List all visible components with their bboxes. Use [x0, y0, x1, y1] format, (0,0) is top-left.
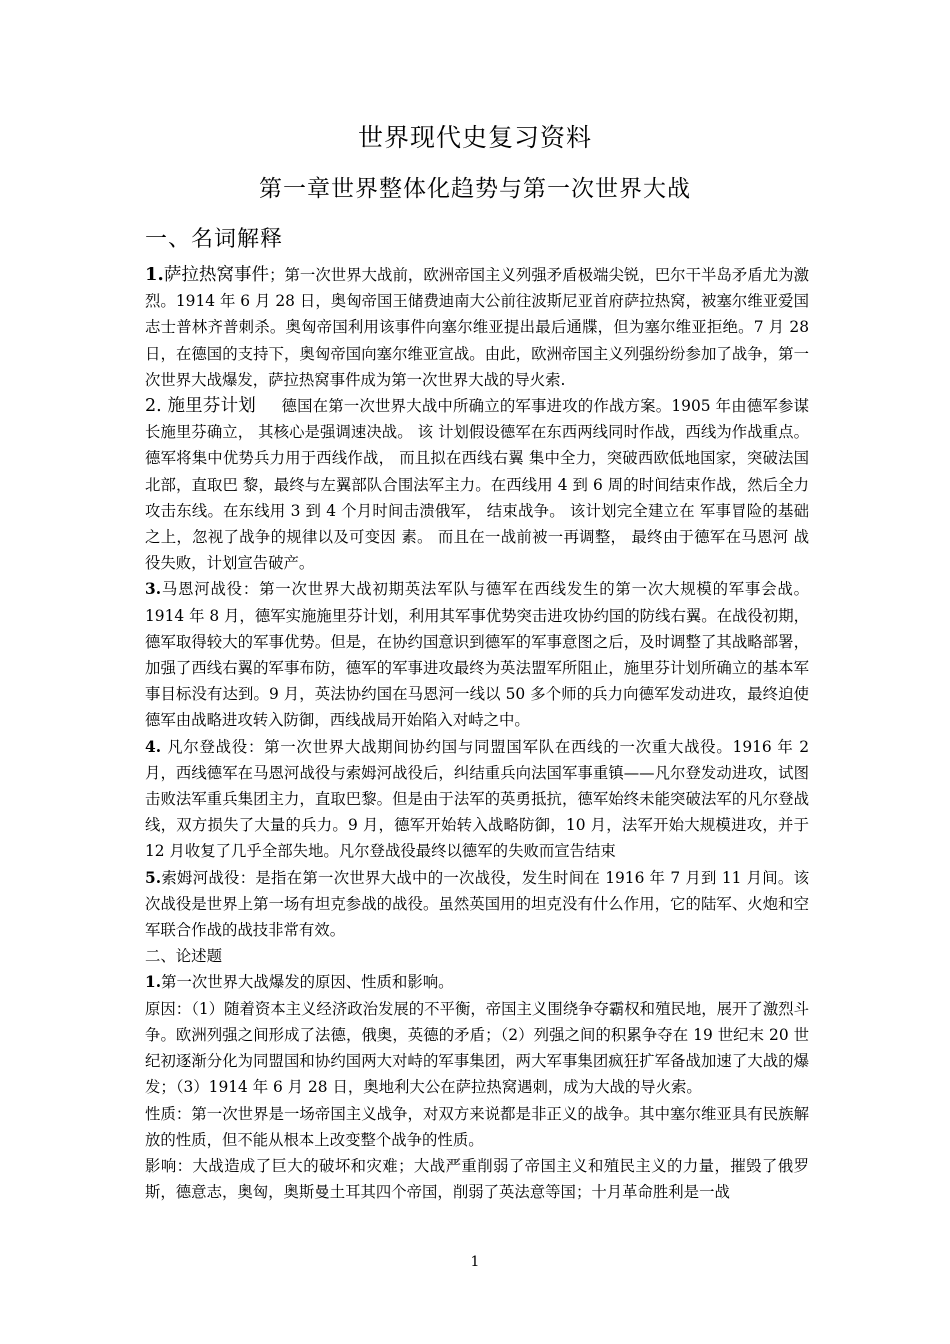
section-heading-terms: 一、名词解释 [145, 227, 284, 252]
term-name: 施里芬计划 [167, 396, 256, 417]
term-paragraph-1 [145, 262, 809, 393]
essay-nature: 性质：第一次世界是一场帝国主义战争，对双方来说都是非正义的战争。其中塞尔维亚具有民族解放的性质，但不能从根本上改变整个战争的性质。 [145, 1104, 809, 1149]
term-number: 3. [145, 580, 162, 599]
chapter-title: 第一章世界整体化趋势与第一次世界大战 [259, 176, 691, 202]
section-heading-essay: 二、论述题 [145, 947, 222, 966]
term-text: ：第一次世界大战初期英法军队与德军在西线发生的第一次大规模的军事会战。1914 年 8 月，德军实施施里芬计划，利用其军事优势突击进攻协约国的防线右翼。在战役初期，德军取得较大的军事优势。但是，在协约国意识到德军的军事意图之后，及时调整了其战略部署，加强了西线右翼的军事布防，德军的军事进攻最终为英法盟军所阻止，施里芬计划所确立的基本军事目标没有达到。9 月，英法协约国在马恩河一线以 50 多个师的兵力向德军发动进攻，最终迫使德军由战略进攻转入防御，西线战局开始陷入对峙之中。 [145, 580, 809, 730]
term-name: 萨拉热窝事件 [163, 265, 270, 285]
term-text: ：第一次世界大战期间协约国与同盟国军队在西线的一次重大战役。1916 年 2 月，西线德军在马恩河战役与索姆河战役后，纠结重兵向法国军事重镇——凡尔登发动进攻，试图击败法军重兵集团主力，直取巴黎。但是由于法军的英勇抵抗，德军始终未能突破法军的凡尔登战线，双方损失了大量的兵力。9 月，德军开始转入战略防御，10 月，法军开始大规模进攻，并于 12 月收复了几乎全部失地。凡尔登战役最终以德军的失败而宣告结束 [145, 737, 809, 861]
term-text: ；第一次世界大战前，欧洲帝国主义列强矛盾极端尖锐，巴尔干半岛矛盾尤为激烈。1914 年 6 月 28 日，奥匈帝国王储费迪南大公前往波斯尼亚首府萨拉热窝，被塞尔维亚爱国志士普林齐普刺杀。奥匈帝国利用该事件向塞尔维亚提出最后通牒，但为塞尔维亚拒绝。7 月 28 日，在德国的支持下，奥匈帝国向塞尔维亚宣战。由此，欧洲帝国主义列强纷纷参加了战争，第一次世界大战爆发，萨拉热窝事件成为第一次世界大战的导火索. [145, 266, 809, 389]
document-title: 世界现代史复习资料 [357, 123, 592, 152]
term-number: 2. [145, 396, 168, 417]
term-text: 德国在第一次世界大战中所确立的军事进攻的作战方案。1905 年由德军参谋长施里芬确立， 其核心是强调速决战。 该 计划假设德军在东西两线同时作战，西线为作战重点。 德军将集中优势兵力用于西线作战， 而且拟在西线右翼 集中全力，突破西欧低地国家，突破法国北部，直取巴 黎，最终与左翼部队合围法军主力。在西线用 4 到 6 周的时间结束作战，然后全力攻击东线。在东线用 3 到 4 个月时间击溃俄军， 结束战争。 该计划完全建立在 军事冒险的基础之上，忽视了战争的规律以及可变因 素。 而且在一战前被一再调整， 最终由于德军在马恩河 战役失败，计划宣告破产。 [145, 397, 809, 573]
page-number: 1 [470, 1254, 480, 1270]
essay-question [145, 969, 809, 995]
term-number: 5. [145, 868, 162, 887]
essay-question-text: 第一次世界大战爆发的原因、性质和影响。 [161, 973, 454, 992]
term-name: 索姆河战役 [161, 868, 240, 887]
term-paragraph-4 [145, 734, 809, 865]
term-paragraph-3 [145, 576, 809, 733]
term-number: 4. [145, 737, 168, 756]
term-paragraph-5 [145, 865, 809, 944]
essay-number: 1. [145, 973, 162, 992]
essay-cause: 原因：（1）随着资本主义经济政治发展的不平衡，帝国主义围绕争夺霸权和殖民地，展开了激烈斗争。欧洲列强之间形成了法德，俄奥，英德的矛盾；（2）列强之间的积累争夺在 19 世纪末 20 世纪初逐渐分化为同盟国和协约国两大对峙的军事集团，两大军事集团疯狂扩军备战加速了大战的爆发；（3）1914 年 6 月 28 日，奥地利大公在萨拉热窝遇刺，成为大战的导火索。 [145, 999, 809, 1097]
term-paragraph-2 [145, 393, 809, 576]
term-number: 1. [145, 264, 164, 285]
term-text: ：是指在第一次世界大战中的一次战役，发生时间在 1916 年 7 月到 11 月间。该次战役是世界上第一场有坦克参战的战役。虽然英国用的坦克没有什么作用，它的陆军、火炮和空军联合作战的战技非常有效。 [145, 868, 809, 940]
term-name: 马恩河战役 [161, 580, 243, 599]
document-body [145, 262, 809, 1205]
term-name: 凡尔登战役 [167, 737, 248, 756]
essay-impact: 影响：大战造成了巨大的破坏和灾难；大战严重削弱了帝国主义和殖民主义的力量，摧毁了俄罗斯，德意志，奥匈，奥斯曼土耳其四个帝国，削弱了英法意等国；十月革命胜利是一战 [145, 1156, 809, 1202]
